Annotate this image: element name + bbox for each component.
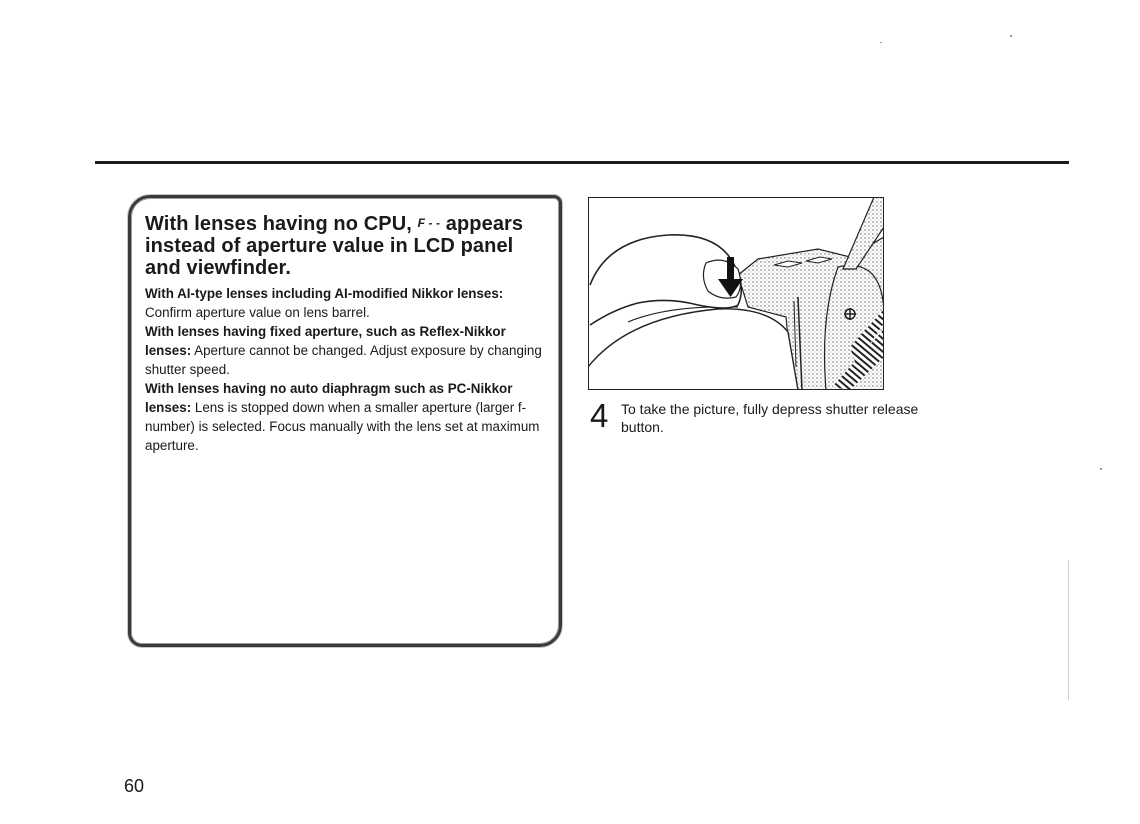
scan-edge-line [1068, 560, 1069, 700]
shutter-release-illustration [588, 197, 884, 390]
scan-speck [880, 42, 882, 43]
note-heading-part2: appears instead of aperture value in LCD panel and viewfinder. [145, 213, 524, 279]
note-item-text: Lens is stopped down when a smaller aperture (larger f-number) is selected. Focus manually with the lens set at maximum aperture. [145, 400, 540, 453]
note-content [145, 212, 545, 455]
note-item-fixed-aperture [145, 322, 545, 379]
note-item-label: With lenses having fixed aperture, such as Reflex-Nikkor lenses: [145, 324, 506, 358]
note-item-ai-lenses [145, 284, 545, 322]
f-dash-symbol: F - - [417, 216, 441, 230]
note-item-label: With lenses having no auto diaphragm such as PC-Nikkor lenses: [145, 381, 513, 415]
step-instruction: To take the picture, fully depress shutter release button. [621, 401, 919, 435]
scan-speck [1010, 35, 1012, 37]
note-item-text: Aperture cannot be changed. Adjust exposure by changing shutter speed. [145, 343, 542, 377]
page-number: 60 [124, 776, 145, 796]
header-rule [95, 161, 1069, 164]
note-item-text: Confirm aperture value on lens barrel. [145, 305, 370, 320]
note-item-label: With AI-type lenses including AI-modified Nikkor lenses: [145, 286, 504, 301]
note-heading [145, 212, 545, 279]
step-number: 4 [590, 397, 609, 434]
scan-speck [1100, 468, 1102, 470]
note-item-no-auto-diaphragm [145, 379, 545, 455]
note-heading-part1: With lenses having no CPU, [145, 213, 412, 235]
